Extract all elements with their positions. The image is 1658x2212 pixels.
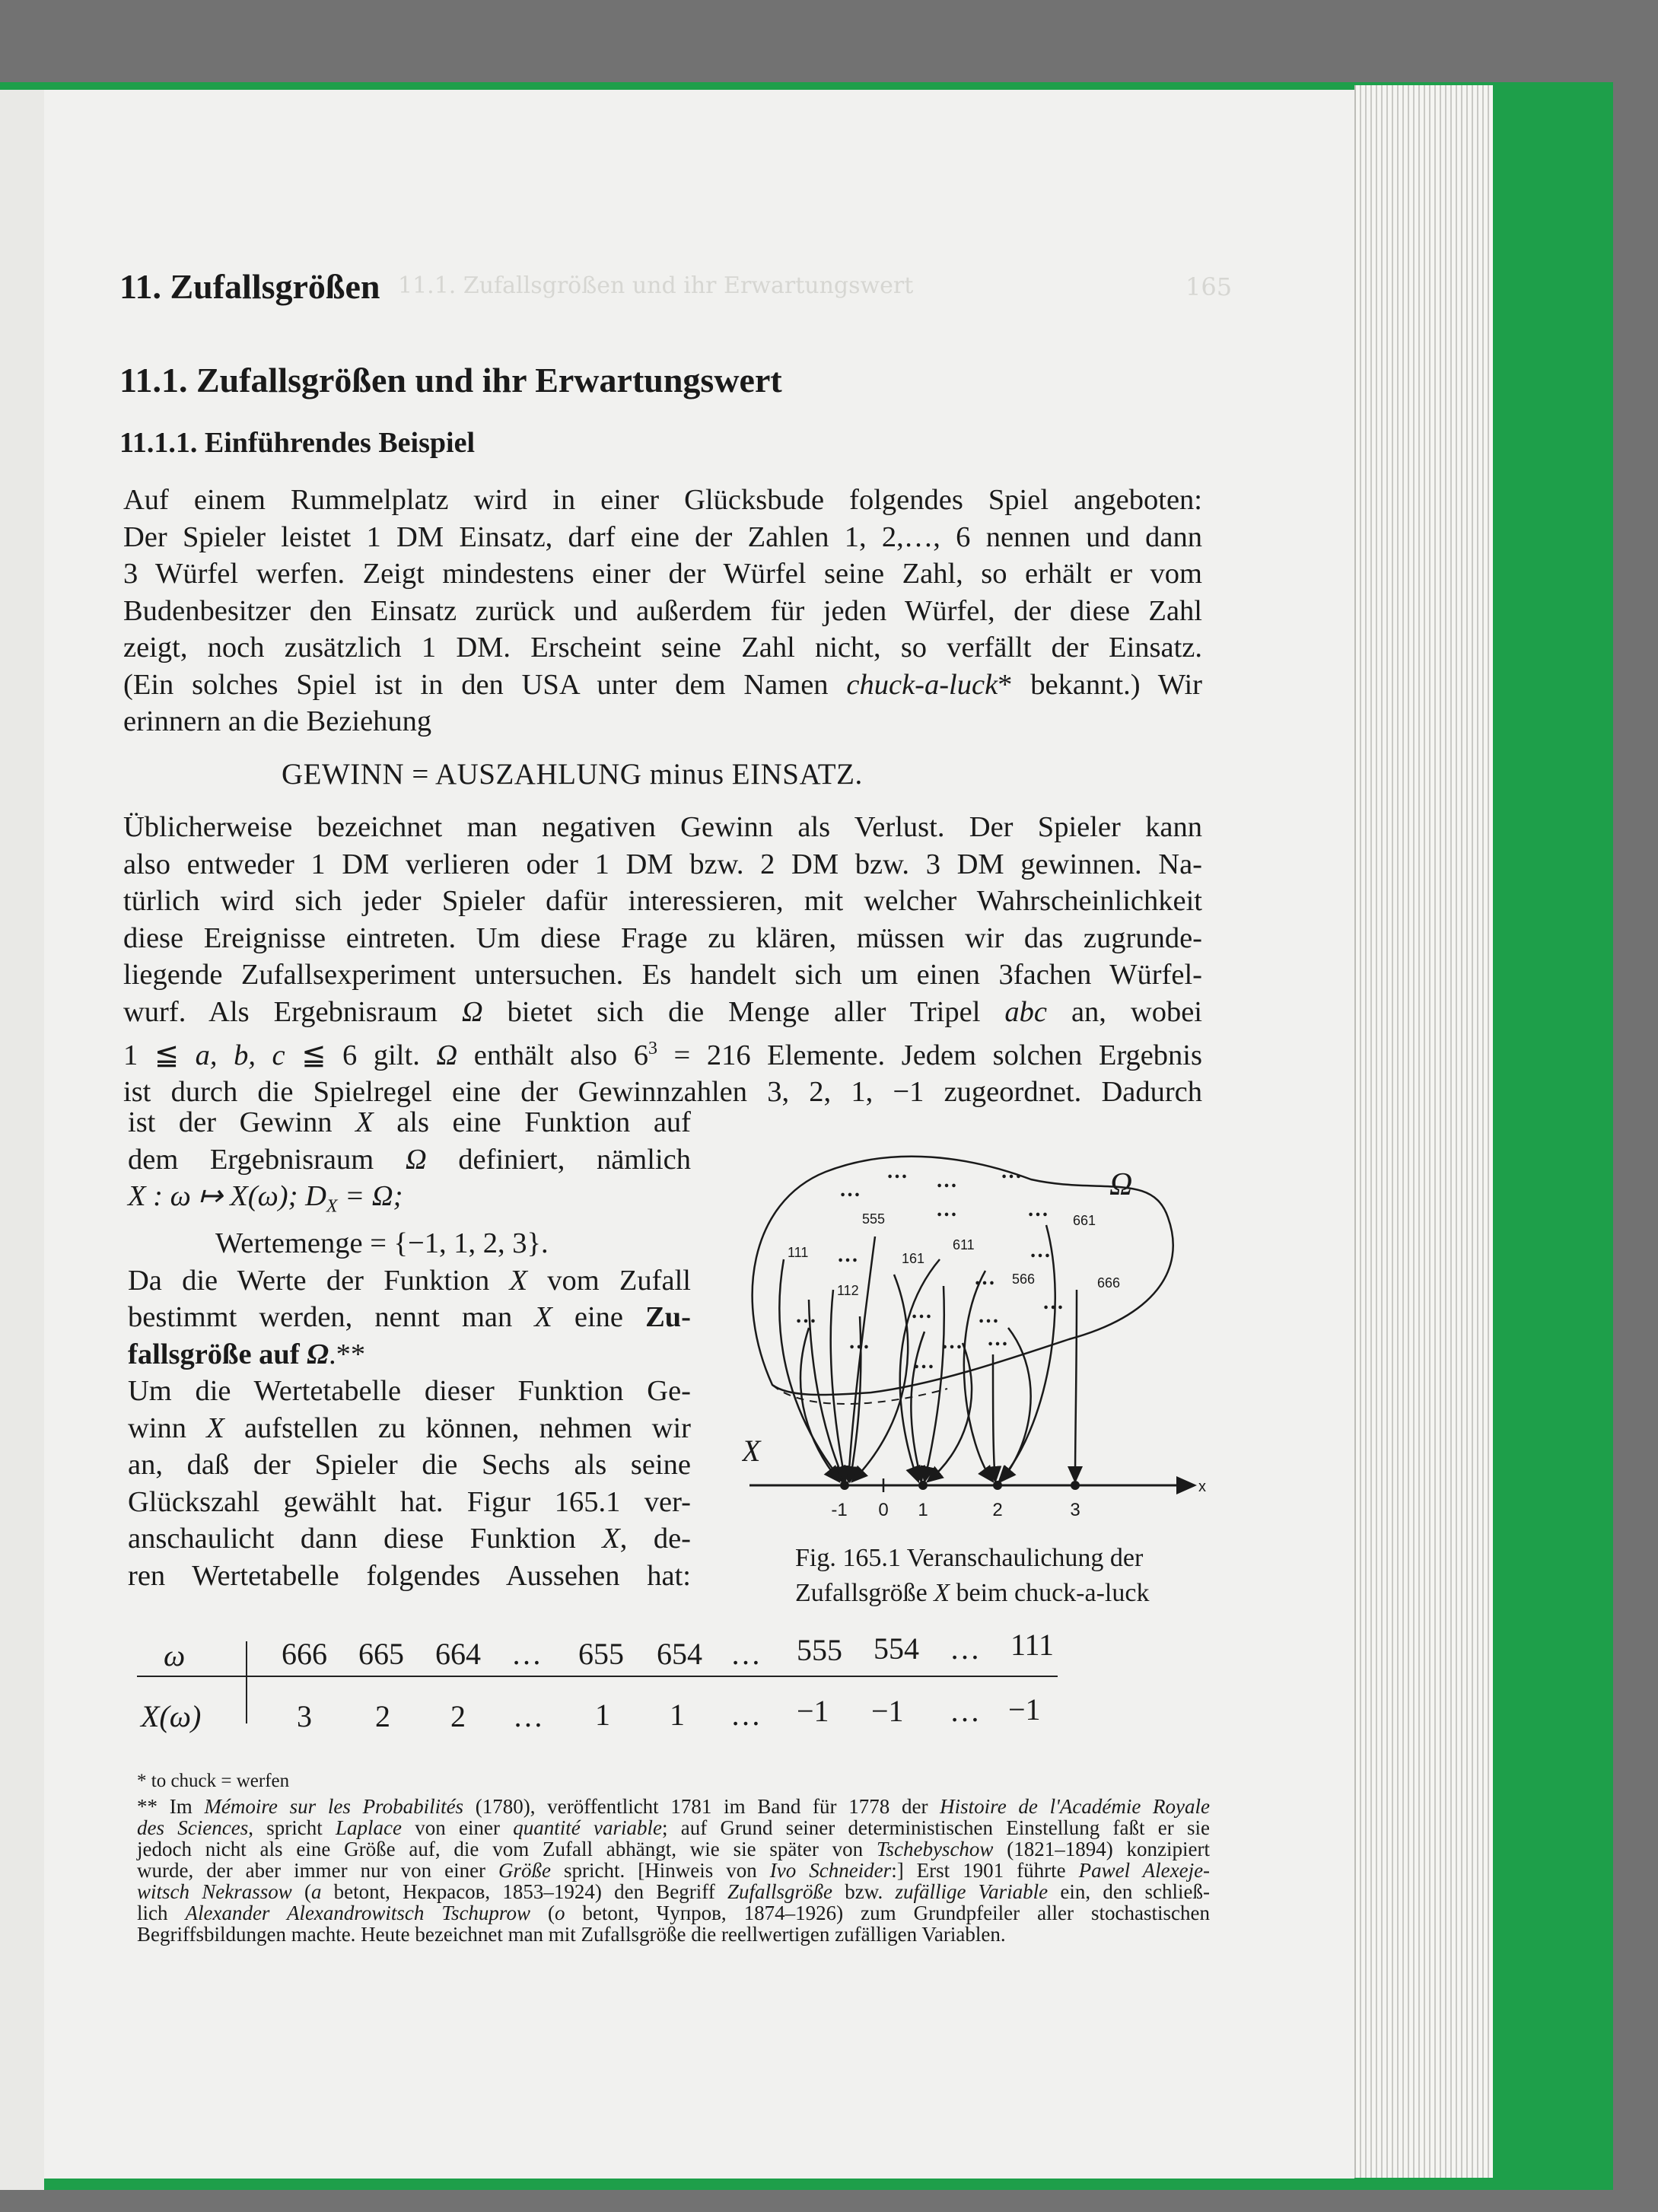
table-cell: 2 <box>450 1699 466 1733</box>
svg-text:…: … <box>848 1330 870 1354</box>
svg-text:…: … <box>1029 1239 1051 1262</box>
text-line: 3 Würfel werfen. Zeigt mindestens einer der Würfel seine Zahl, so erhält er vom <box>123 558 1202 590</box>
text-line: Budenbesitzer den Einsatz zurück und außerdem für jeden Würfel, der diese Zahl <box>123 594 1202 627</box>
text-line: ist durch die Spielregel eine der Gewinnzahlen 3, 2, 1, −1 zugeordnet. Dadurch <box>123 1076 1202 1109</box>
table-cell: 3 <box>297 1699 312 1733</box>
mapping-x-label: X <box>742 1434 761 1468</box>
table-cell: 655 <box>578 1637 624 1671</box>
svg-text:…: … <box>936 1198 957 1221</box>
text-line: Um die Wertetabelle dieser Funktion Ge- <box>128 1375 691 1408</box>
text-line: liegende Zufallsexperiment untersuchen. Es handelt sich um einen 3fachen Würfel- <box>123 959 1202 991</box>
svg-text:…: … <box>941 1330 963 1354</box>
svg-text:0: 0 <box>878 1500 889 1520</box>
omega-label: Ω <box>1109 1167 1133 1202</box>
axis-point-1 <box>918 1481 928 1490</box>
table-cell: 666 <box>282 1637 327 1671</box>
table-cell: −1 <box>871 1694 904 1728</box>
table-cell: 1 <box>670 1698 685 1732</box>
footnote-line: jedoch nicht als eine Größe auf, die vom Zufall abhängt, wie sie später von Tschebyschow (1821–1894) konzipiert <box>137 1838 1210 1860</box>
text-line: an, daß der Spieler die Sechs als seine <box>128 1449 691 1482</box>
text-line: Der Spieler leistet 1 DM Einsatz, darf eine der Zahlen 1, 2,…, 6 nennen und dann <box>123 520 1202 553</box>
figure-caption <box>795 1541 1149 1611</box>
footnote-1: * to chuck = werfen <box>137 1771 290 1791</box>
table-cell: 1 <box>595 1698 610 1732</box>
table-cell: … <box>513 1699 543 1733</box>
table-cell: 664 <box>435 1637 481 1671</box>
svg-text:3: 3 <box>1070 1500 1080 1520</box>
footnote-2 <box>137 1796 1210 1945</box>
svg-text:…: … <box>911 1300 932 1323</box>
text-line: anschaulicht dann diese Funktion X, de- <box>128 1523 691 1555</box>
text-line: Auf einem Rummelplatz wird in einer Glücksbude folgendes Spiel angeboten: <box>123 484 1202 516</box>
table-row2-label: X(ω) <box>141 1699 202 1733</box>
table-cell: −1 <box>797 1694 829 1728</box>
value-table <box>137 1625 1058 1739</box>
svg-text:2: 2 <box>992 1500 1003 1520</box>
text-line: 1 ≦ a, b, c ≦ 6 gilt. Ω enthält also $6^3 = 216$ Elemente. Jedem solchen Ergebnis <box>123 1039 1202 1071</box>
show-through-page-number: 165 <box>1185 272 1233 301</box>
arrow-566 <box>964 1271 993 1482</box>
arrow-dots-g <box>993 1354 995 1482</box>
footnote-line: lich Alexander Alexandrowitsch Tschuprow (o betont, Чупров, 1874–1926) zum Grundpfeiler aller stochastischen <box>137 1902 1210 1924</box>
table-cell: 665 <box>358 1637 404 1671</box>
svg-text:…: … <box>936 1169 957 1192</box>
svg-text:…: … <box>795 1304 816 1328</box>
svg-text:…: … <box>1042 1291 1064 1314</box>
paragraph-left-column <box>128 1104 691 1594</box>
table-cell: … <box>950 1631 980 1666</box>
show-through-header: 11.1. Zufallsgrößen und ihr Erwartungswert <box>398 272 914 299</box>
table-cell: 654 <box>657 1637 702 1671</box>
function-definition: X : ω ↦ X(ω); $D_X = \Omega$; <box>128 1180 403 1217</box>
table-cell: −1 <box>1008 1692 1041 1727</box>
text-line: erinnern an die Beziehung <box>123 705 432 737</box>
svg-text:-1: -1 <box>831 1500 848 1520</box>
text-line: winn X aufstellen zu können, nehmen wir <box>128 1412 691 1444</box>
table-cell: 2 <box>375 1699 390 1733</box>
axis-point-3 <box>1071 1481 1080 1490</box>
chapter-heading: 11. Zufallsgrößen <box>119 267 380 306</box>
svg-text:…: … <box>1027 1198 1049 1221</box>
svg-text:…: … <box>837 1243 858 1267</box>
text-line: wurf. Als Ergebnisraum Ω bietet sich die Menge aller Tripel abc an, wobei <box>123 995 1202 1028</box>
left-page-edge <box>0 90 44 2190</box>
text-line: türlich wird sich jeder Spieler dafür interessieren, mit welcher Wahrscheinlichkeit <box>123 885 1202 917</box>
svg-text:…: … <box>987 1327 1008 1351</box>
text-line: diese Ereignisse eintreten. Um diese Frage zu klären, müssen wir das zugrunde- <box>123 921 1202 954</box>
svg-text:…: … <box>974 1266 995 1290</box>
footnote-line: ** Im Mémoire sur les Probabilités (1780), veröffentlicht 1781 im Band für 1778 der Histoire de l'Académie Royale <box>137 1795 1210 1818</box>
equation-gewinn: GEWINN = AUSZAHLUNG minus EINSATZ. <box>282 758 863 791</box>
footnote-line: Begriffsbildungen machte. Heute bezeichnet man mit Zufallsgröße die reellwertigen zufälligen Variablen. <box>137 1923 1006 1946</box>
caption-line: Fig. 165.1 Veranschaulichung der <box>795 1544 1144 1572</box>
svg-text:…: … <box>913 1350 934 1373</box>
table-cell: 111 <box>1010 1628 1055 1662</box>
text-line: Da die Werte der Funktion X vom Zufall <box>128 1264 691 1297</box>
caption-line: Zufallsgröße X beim chuck-a-luck <box>795 1579 1150 1607</box>
ellipsis-dots <box>795 1160 1064 1373</box>
table-cell: … <box>950 1694 980 1728</box>
table-cell: … <box>511 1637 542 1671</box>
table-vrule <box>246 1641 247 1723</box>
text-line: Glückszahl gewählt hat. Figur 165.1 ver- <box>128 1485 691 1518</box>
footnote-line: des Sciences, spricht Laplace von einer quantité variable; auf Grund seiner deterministischen Einstellung faßt er sie <box>137 1816 1211 1839</box>
text-line: (Ein solches Spiel ist in den USA unter dem Namen chuck-a-luck* bekannt.) Wir <box>123 668 1203 701</box>
axis-x-label: x <box>1198 1478 1206 1495</box>
paragraph-main <box>123 809 1202 1111</box>
svg-text:1: 1 <box>918 1500 928 1520</box>
svg-text:…: … <box>839 1178 861 1201</box>
text-line: also entweder 1 DM verlieren oder 1 DM bzw. 2 DM bzw. 3 DM gewinnen. Na- <box>123 848 1202 880</box>
page-stack-edges <box>1354 85 1493 2178</box>
table-hrule <box>137 1676 1058 1677</box>
text-line: ren Wertetabelle folgendes Aussehen hat: <box>128 1559 691 1592</box>
value-set: Wertemenge = {−1, 1, 2, 3}. <box>215 1227 549 1260</box>
footnote-line: witsch Nekrassow (a betont, Некрасов, 1853–1924) den Begriff Zufallsgröße bzw. zufällige Variable ein, den schließ- <box>137 1880 1211 1903</box>
table-cell: 554 <box>874 1631 919 1666</box>
table-cell: … <box>730 1698 761 1732</box>
definition-term: fallsgröße auf Ω.** <box>128 1338 366 1370</box>
footnote-line: wurde, der aber immer nur von einer Größe spricht. [Hinweis von Ivo Schneider:] Erst 1901 führte Pawel Alexeje- <box>137 1859 1211 1882</box>
axis-tick-labels <box>831 1500 1080 1520</box>
svg-text:…: … <box>886 1160 908 1183</box>
outcome-labels: 111 112 555 161 611 566 661 666 <box>788 1211 1121 1298</box>
table-cell: … <box>730 1637 761 1671</box>
text-line: dem Ergebnisraum Ω definiert, nämlich <box>128 1143 691 1176</box>
text-line: Üblicherweise bezeichnet man negativen Gewinn als Verlust. Der Spieler kann <box>123 811 1202 843</box>
paragraph-intro <box>123 482 1202 740</box>
axis-point-2 <box>993 1481 1002 1490</box>
arrow-666 <box>1075 1290 1077 1482</box>
text-line: bestimmt werden, nennt man X eine Zu- <box>128 1301 691 1334</box>
arrow-dots-h <box>1001 1328 1031 1482</box>
axis-point-minus-1 <box>840 1481 849 1490</box>
section-heading: 11.1. Zufallsgrößen und ihr Erwartungswert <box>119 361 782 399</box>
text-line: zeigt, noch zusätzlich 1 DM. Erscheint seine Zahl nicht, so verfällt der Einsatz. <box>123 632 1202 664</box>
table-cell: 555 <box>797 1633 842 1667</box>
svg-text:…: … <box>1001 1160 1022 1183</box>
subsection-heading: 11.1.1. Einführendes Beispiel <box>119 427 476 459</box>
text-line: ist der Gewinn X als eine Funktion auf <box>128 1106 691 1138</box>
svg-text:…: … <box>978 1304 999 1328</box>
table-row1-label: ω <box>164 1638 186 1673</box>
figure-random-variable-diagram <box>742 1126 1214 1522</box>
